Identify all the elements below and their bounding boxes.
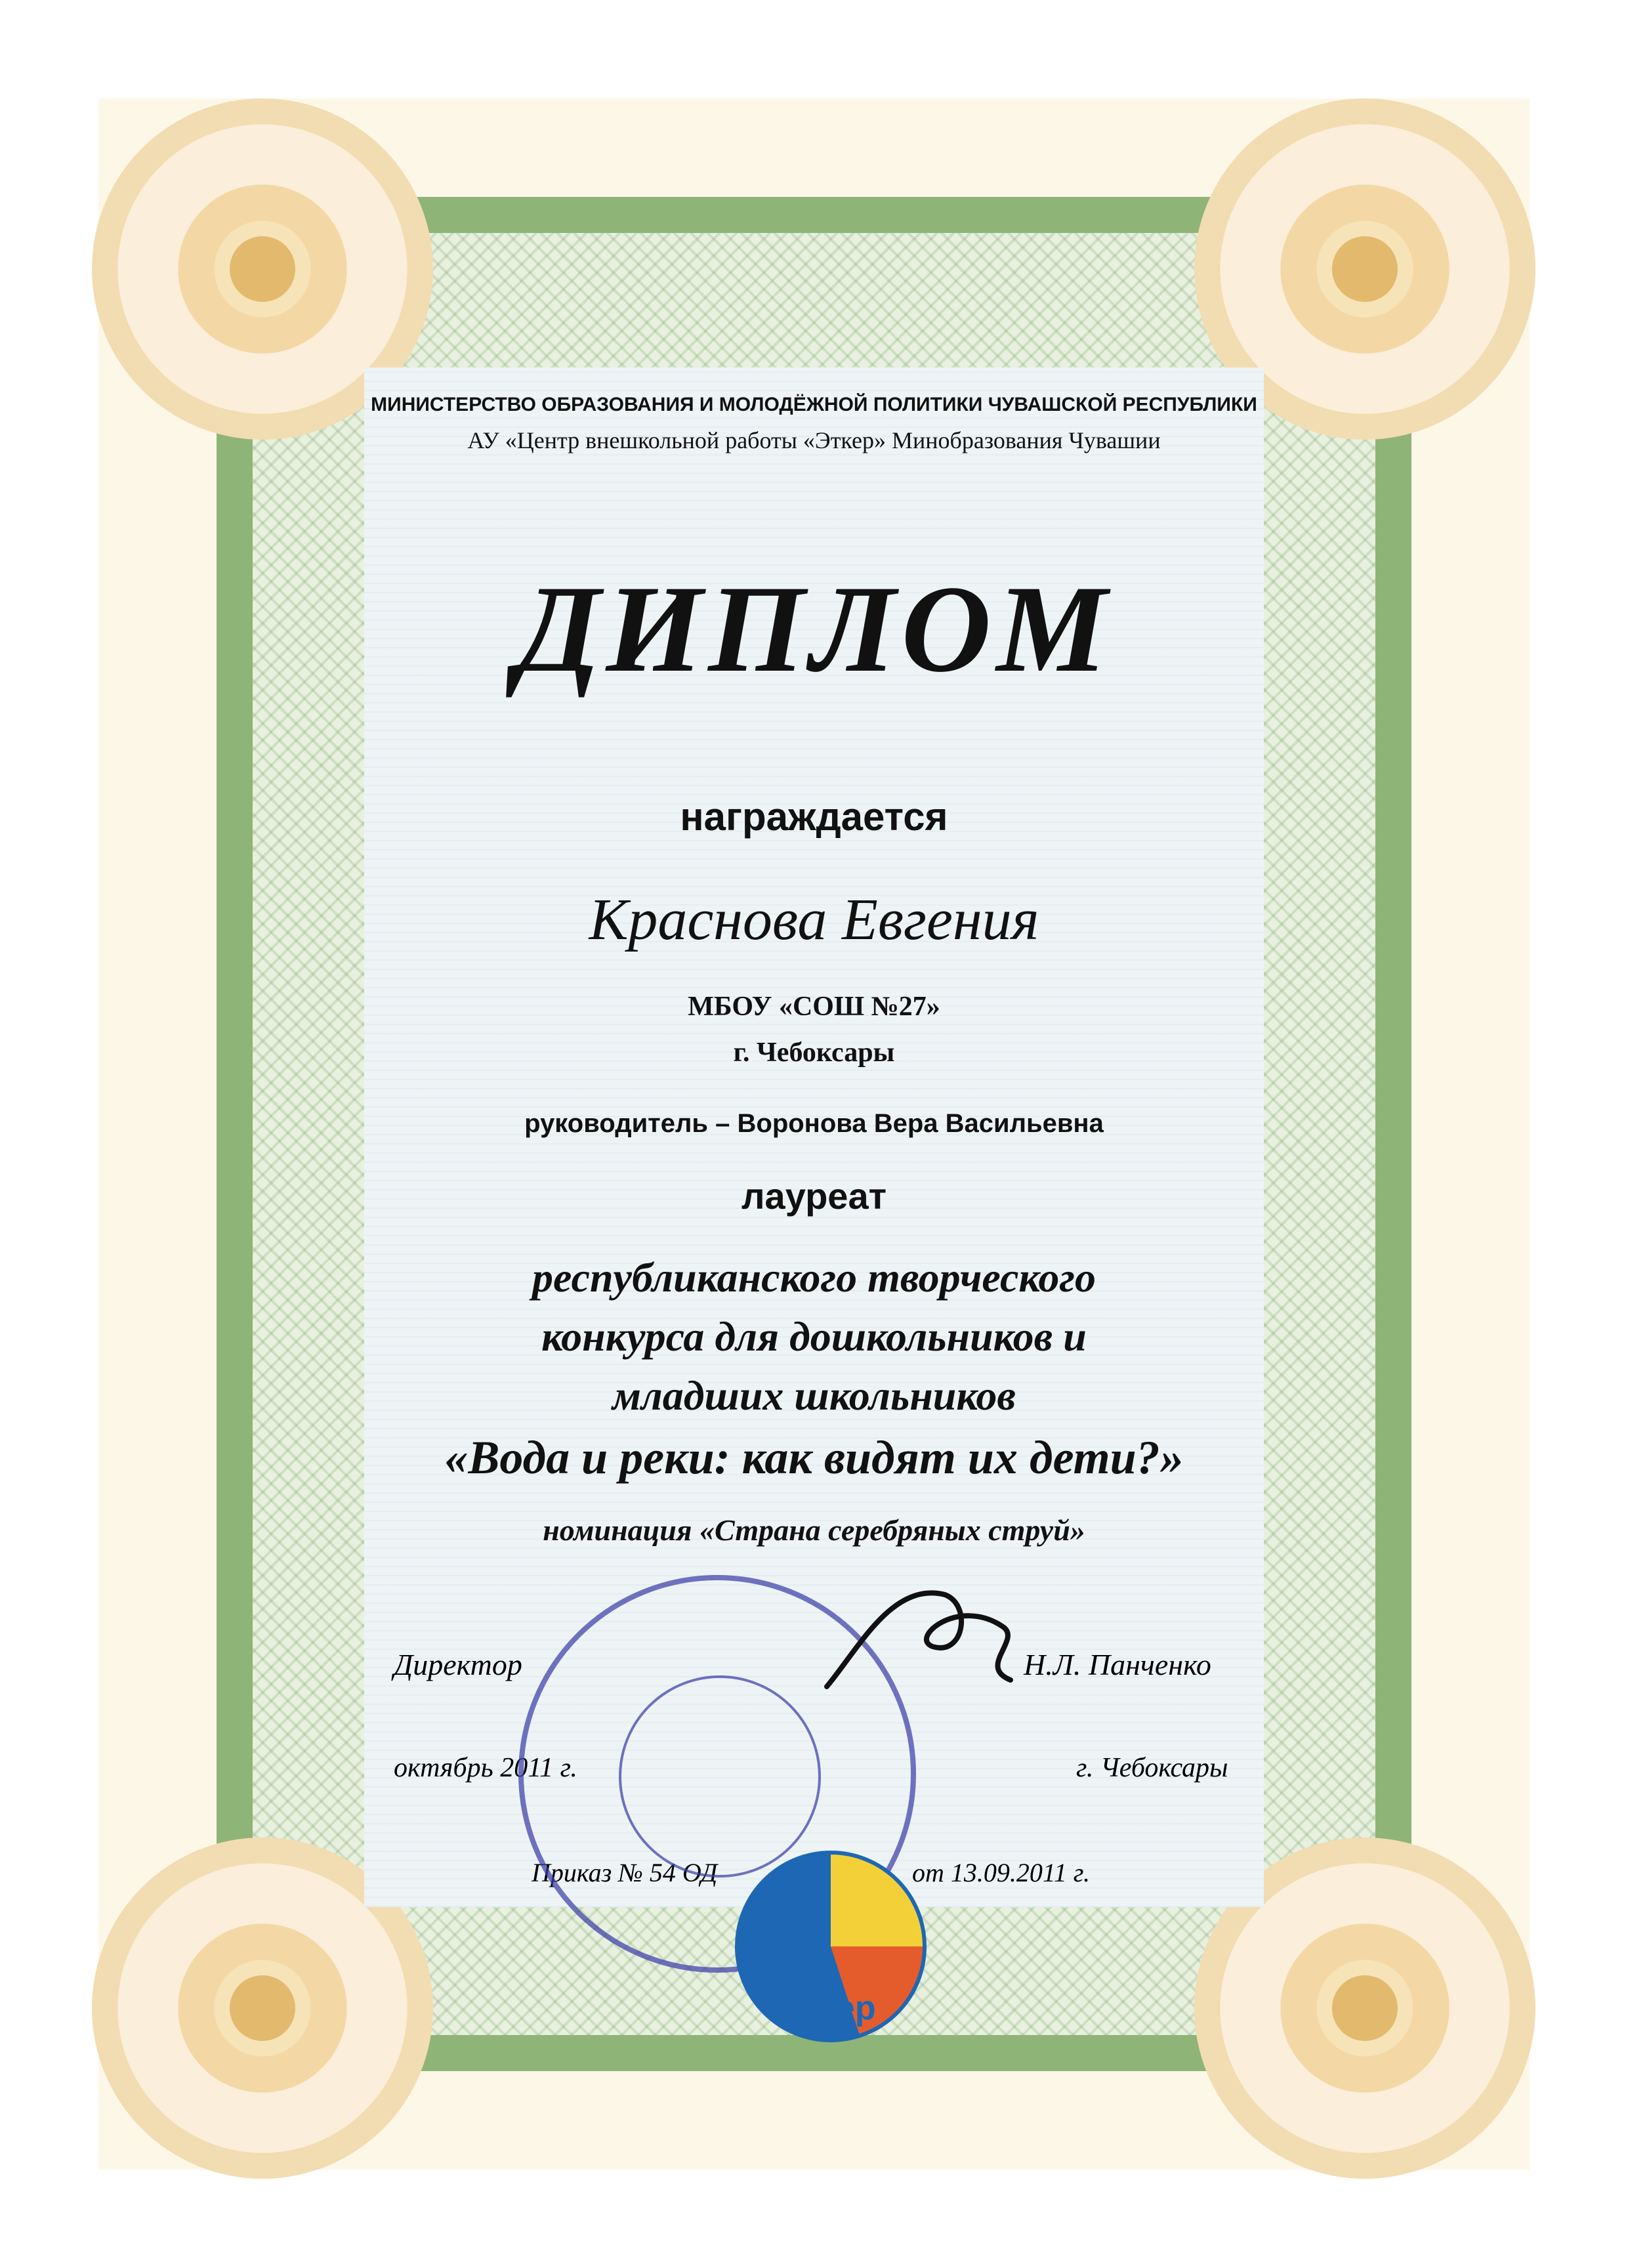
nomination-line: номинация «Страна серебряных струй» xyxy=(543,1513,1085,1547)
order-date: от 13.09.2011 г. xyxy=(912,1858,1090,1887)
issue-date: октябрь 2011 г. xyxy=(394,1753,577,1783)
school-city: г. Чебоксары xyxy=(733,1038,895,1068)
diploma-title: ДИПЛОМ xyxy=(515,560,1113,698)
issue-place: г. Чебоксары xyxy=(1076,1753,1228,1783)
ministry-line: МИНИСТЕРСТВО ОБРАЗОВАНИЯ И МОЛОДЁЖНОЙ ПОЛИТИКИ ЧУВАШСКОЙ РЕСПУБЛИКИ xyxy=(371,394,1257,415)
signature xyxy=(814,1568,1030,1726)
awarded-text: награждается xyxy=(680,795,948,839)
contest-line-3: младших школьников xyxy=(612,1372,1016,1419)
director-name: Н.Л. Панченко xyxy=(1024,1648,1211,1681)
organization-line: АУ «Центр внешкольной работы «Эткер» Минобразования Чувашии xyxy=(467,427,1161,453)
order-number: Приказ № 54 ОД xyxy=(532,1858,718,1887)
laureate-status: лауреат xyxy=(741,1175,887,1217)
recipient-name: Краснова Евгения xyxy=(589,887,1039,952)
logo-label: Эткер xyxy=(778,1989,876,2027)
contest-line-2: конкурса для дошкольников и xyxy=(541,1313,1087,1360)
supervisor-line: руководитель – Воронова Вера Васильевна xyxy=(524,1109,1104,1138)
contest-name: «Вода и реки: как видят их дети?» xyxy=(444,1431,1184,1484)
director-label: Директор xyxy=(394,1648,522,1681)
school-name: МБОУ «СОШ №27» xyxy=(688,992,940,1022)
contest-line-1: республиканского творческого xyxy=(532,1254,1096,1301)
